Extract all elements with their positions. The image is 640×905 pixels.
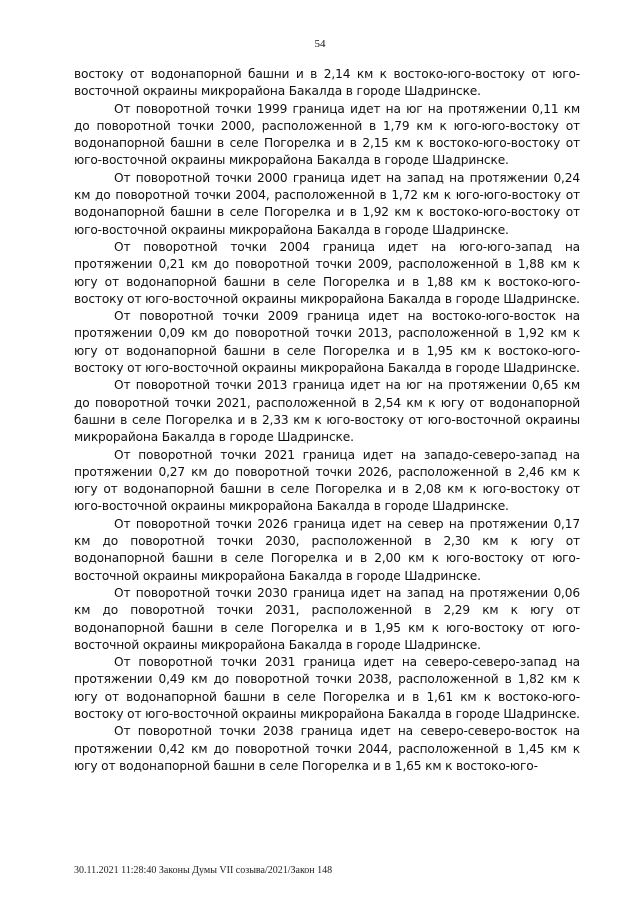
- paragraph-point-2038: От поворотной точки 2038 граница идет на северо-северо-восток на протяжении 0,42 км до поворотной точки 2044, расположенной в 1,45 км к югу от водонапорной башни в селе Погорелка и в 1,65 км к востоко-юго-: [74, 724, 580, 773]
- page-number: 54: [314, 38, 326, 50]
- paragraph-continuation: востоку от водонапорной башни и в 2,14 км к востоко-юго-востоку от юго-восточной окраины микрорайона Бакалда в городе Шадринске.: [74, 67, 580, 99]
- paragraph-point-2013: От поворотной точки 2013 граница идет на юг на протяжении 0,65 км до поворотной точки 2021, расположенной в 2,54 км к югу от водонапорной башни в селе Погорелка и в 2,33 км к юго-востоку от юго-восточной окраины микрорайона Бакалда в городе Шадринске.: [74, 378, 580, 445]
- paragraph-point-2026: От поворотной точки 2026 граница идет на север на протяжении 0,17 км до поворотной точки 2030, расположенной в 2,30 км к югу от водонапорной башни в селе Погорелка и в 2,00 км к юго-востоку от юго-восточной окраины микрорайона Бакалда в городе Шадринске.: [74, 516, 580, 583]
- paragraph-point-2004: От поворотной точки 2004 граница идет на юго-юго-запад на протяжении 0,21 км до поворотной точки 2009, расположенной в 1,88 км к югу от водонапорной башни в селе Погорелка и в 1,88 км к востоко-юго-востоку от юго-восточной окраины микрорайона Бакалда в городе Шадринске.: [74, 239, 580, 306]
- paragraph-point-2000: От поворотной точки 2000 граница идет на запад на протяжении 0,24 км до поворотной точки 2004, расположенной в 1,72 км к юго-юго-востоку от водонапорной башни в селе Погорелка и в 1,92 км к востоко-юго-востоку от юго-восточной окраины микрорайона Бакалда в городе Шадринске.: [74, 170, 580, 237]
- paragraph-point-1999: От поворотной точки 1999 граница идет на юг на протяжении 0,11 км до поворотной точки 2000, расположенной в 1,79 км к юго-юго-востоку от водонапорной башни в селе Погорелка и в 2,15 км к востоко-юго-востоку от юго-восточной окраины микрорайона Бакалда в городе Шадринске.: [74, 101, 580, 168]
- document-body: [74, 66, 580, 775]
- paragraph-point-2021: От поворотной точки 2021 граница идет на западо-северо-запад на протяжении 0,27 км до поворотной точки 2026, расположенной в 2,46 км к югу от водонапорной башни в селе Погорелка и в 2,08 км к юго-востоку от юго-восточной окраины микрорайона Бакалда в городе Шадринске.: [74, 447, 580, 514]
- document-footer: 30.11.2021 11:28:40 Законы Думы VII созыва/2021/Закон 148: [74, 865, 333, 876]
- paragraph-point-2030: От поворотной точки 2030 граница идет на запад на протяжении 0,06 км до поворотной точки 2031, расположенной в 2,29 км к югу от водонапорной башни в селе Погорелка и в 1,95 км к юго-востоку от юго-восточной окраины микрорайона Бакалда в городе Шадринске.: [74, 585, 580, 652]
- paragraph-point-2009: От поворотной точки 2009 граница идет на востоко-юго-восток на протяжении 0,09 км до поворотной точки 2013, расположенной в 1,92 км к югу от водонапорной башни в селе Погорелка и в 1,95 км к востоко-юго-востоку от юго-восточной окраины микрорайона Бакалда в городе Шадринске.: [74, 309, 580, 376]
- paragraph-point-2031: От поворотной точки 2031 граница идет на северо-северо-запад на протяжении 0,49 км до поворотной точки 2038, расположенной в 1,82 км к югу от водонапорной башни в селе Погорелка и в 1,61 км к востоко-юго-востоку от юго-восточной окраины микрорайона Бакалда в городе Шадринске.: [74, 655, 580, 721]
